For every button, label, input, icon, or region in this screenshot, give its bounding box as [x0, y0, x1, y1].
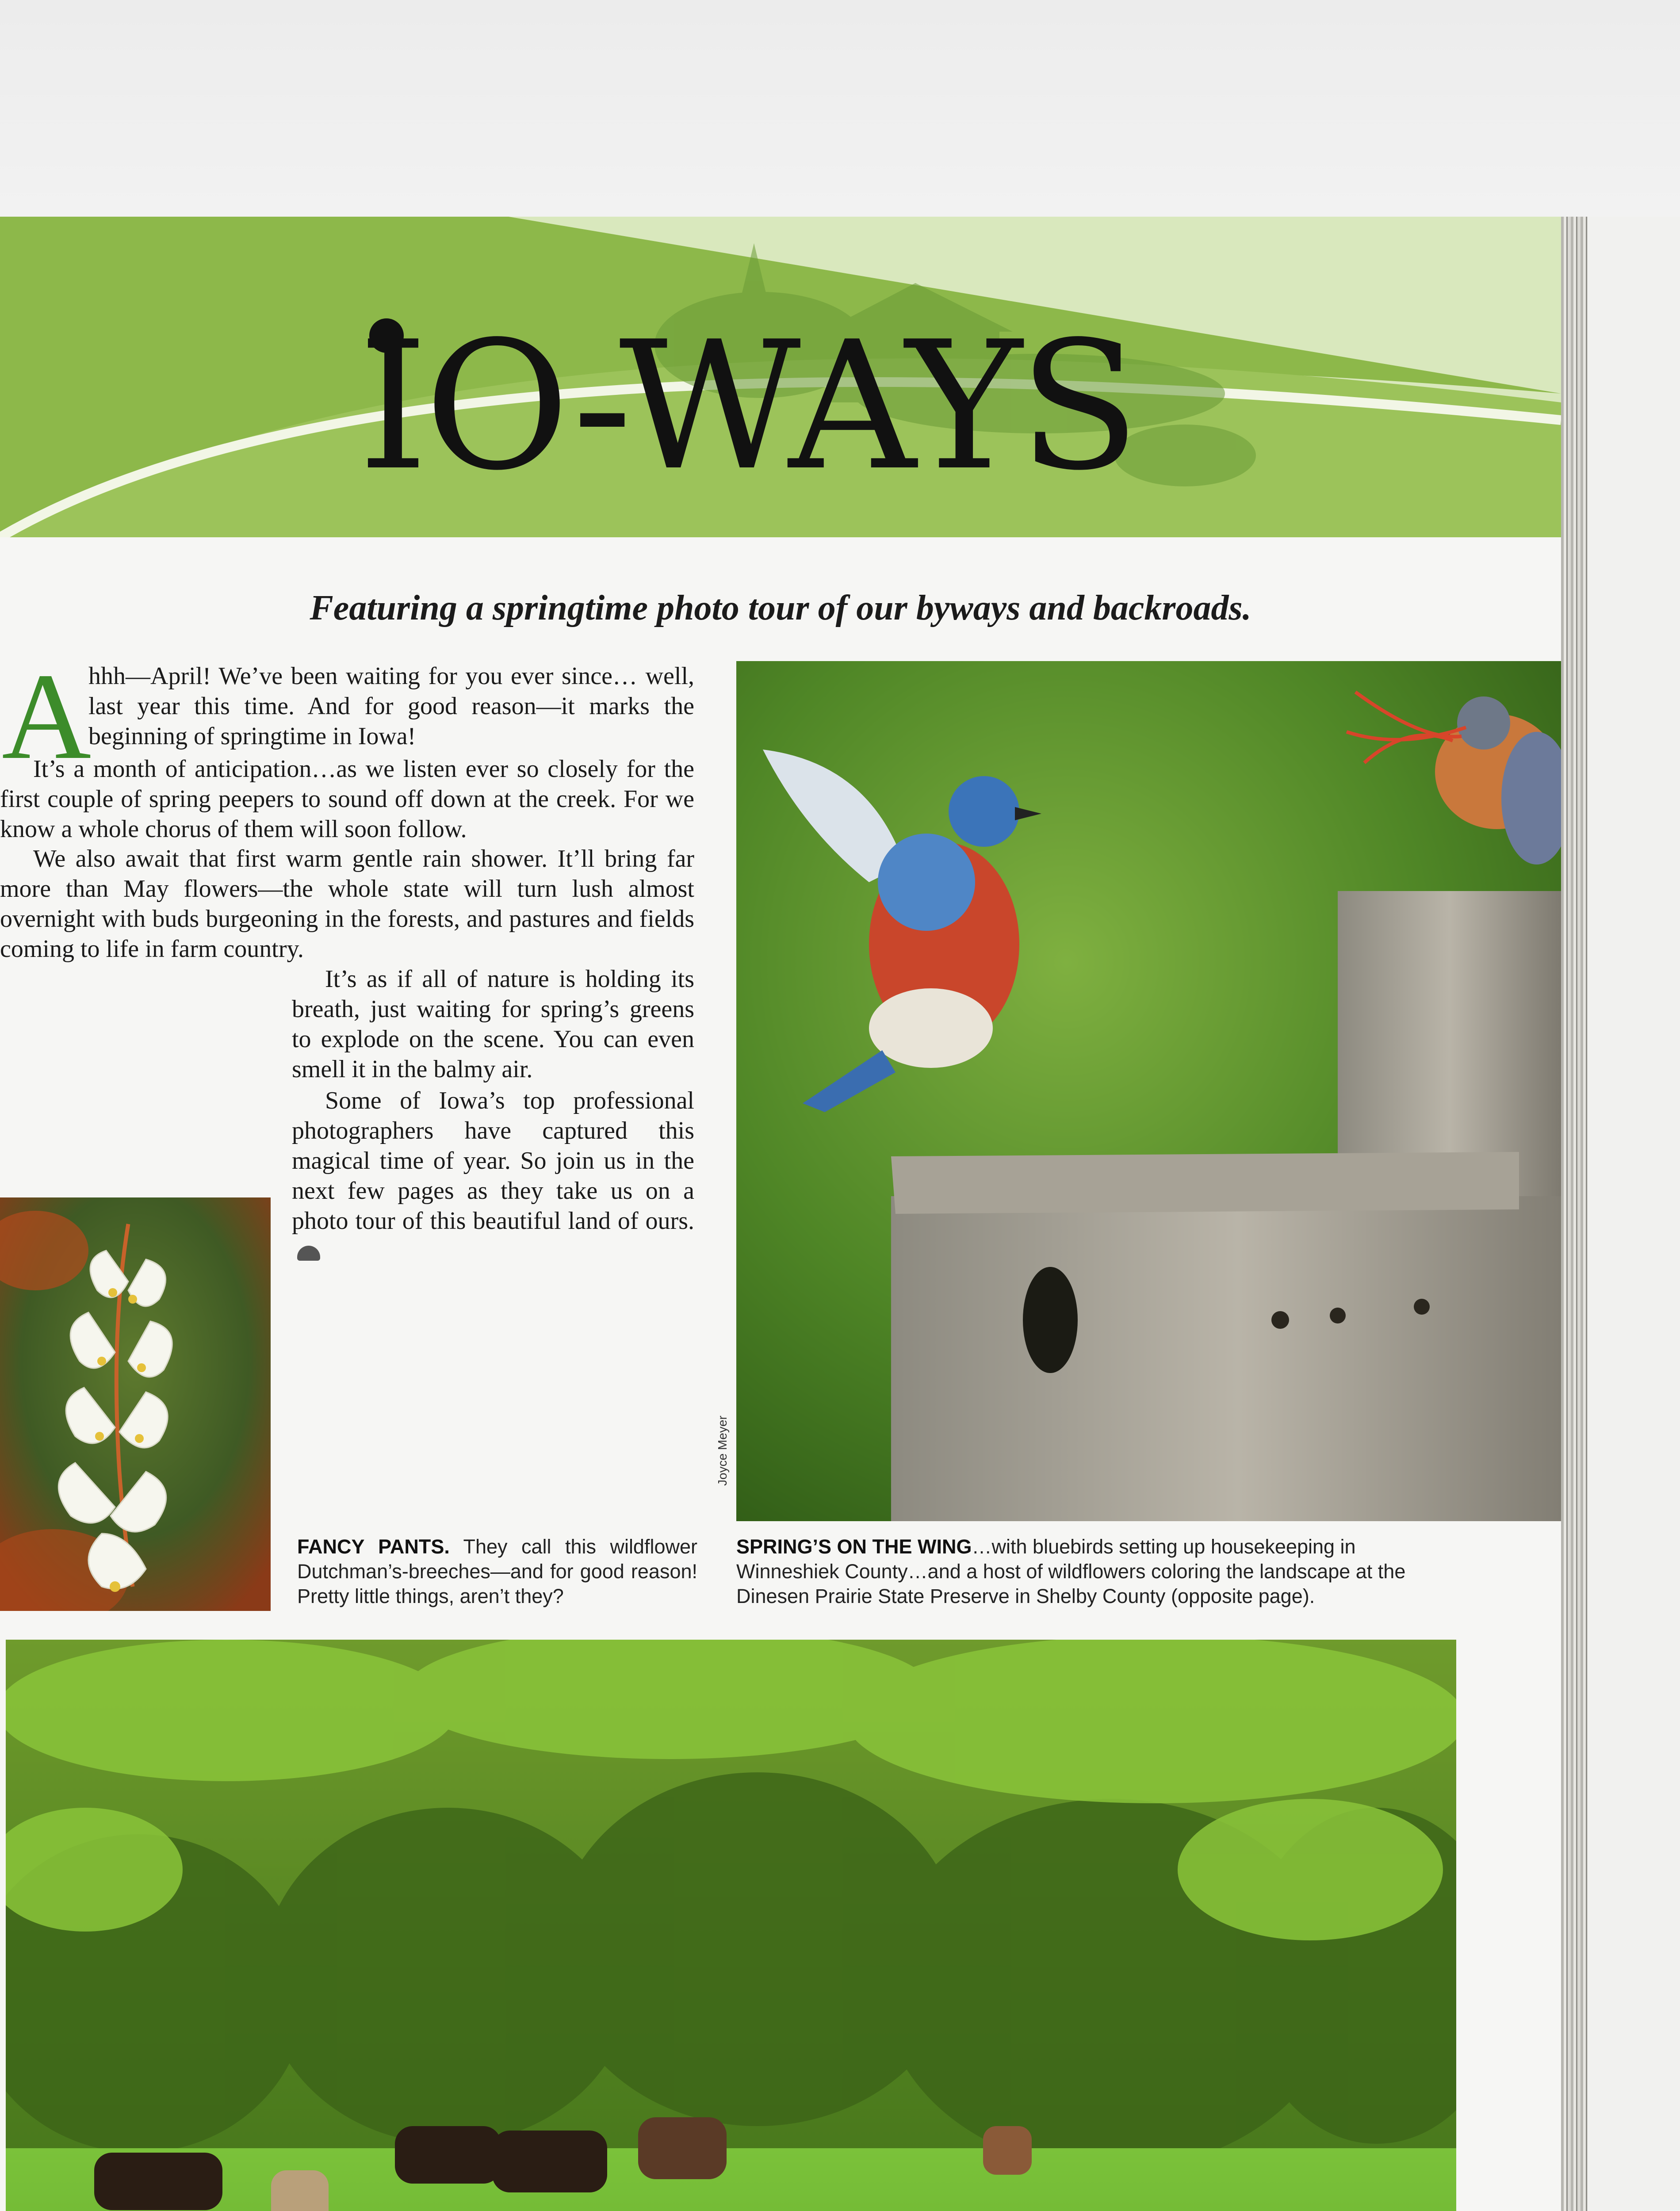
end-mark-icon [297, 1246, 320, 1261]
body-paragraph: hhh—April! We’ve been waiting for you ever since… well, last year this time. And for good reason—it marks the beginning of springtime in Iowa! [88, 662, 694, 750]
body-paragraph-text: Some of Iowa’s top professional photographers have captured this magical time of year. So join us in the next few pages as they take us on a photo tour of this beautiful land of ours. [292, 1087, 694, 1235]
magazine-page [0, 217, 1561, 2211]
caption-text: …with bluebirds setting up housekeeping in Winneshiek County…and a host of wildflowers coloring the landscape at the Dinesen Prairie State Preserve in Shelby County (opposite page). [736, 1535, 1406, 1607]
page-edge-stack [1561, 217, 1588, 2211]
photo-grazing-cows [6, 1640, 1456, 2211]
header-banner [0, 217, 1561, 537]
caption-lead: FANCY PANTS. [297, 1535, 450, 1558]
photo-dutchmans-breeches [0, 1197, 271, 1611]
body-paragraph-final [292, 1086, 694, 1266]
caption-fancy-pants [297, 1534, 697, 1609]
body-paragraph: It’s a month of anticipation…as we listen ever so closely for the first couple of spring peepers to sound off down at the creek. For we know a whole chorus of them will soon follow. [0, 755, 694, 843]
caption-springs-on-the-wing [736, 1534, 1462, 1609]
photo-credit: Joyce Meyer [716, 1415, 729, 1486]
deck-subtitle: Featuring a springtime photo tour of our byways and backroads. [310, 589, 1251, 627]
caption-lead: SPRING’S ON THE WING [736, 1535, 972, 1558]
photo-bluebirds [736, 661, 1561, 1521]
scan-background [0, 0, 1680, 217]
body-paragraph: It’s as if all of nature is holding its breath, just waiting for spring’s greens to explode on the scene. You can even smell it in the balmy air. [292, 965, 694, 1083]
masthead-title: IO-WAYS [358, 304, 1137, 509]
drop-cap: A [2, 647, 92, 785]
scan-margin [1588, 217, 1680, 2211]
body-paragraph: We also await that first warm gentle rain shower. It’ll bring far more than May flowers—the whole state will turn lush almost overnight with buds burgeoning in the forests, and pastures and fields coming to life in farm country. [0, 845, 694, 963]
caption-text: They call this wildflower Dutchman’s-breeches—and for good reason! Pretty little things, aren’t they? [297, 1535, 697, 1607]
